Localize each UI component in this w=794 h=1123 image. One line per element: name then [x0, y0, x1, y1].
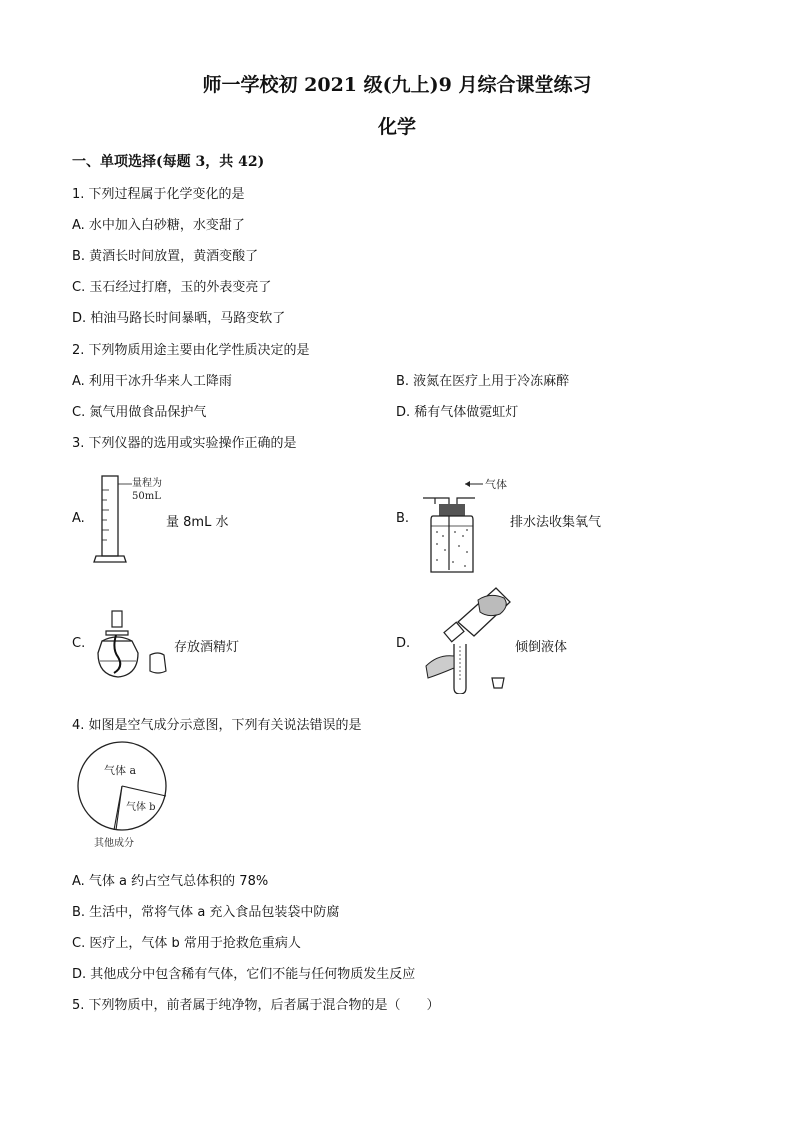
q3-stem: 3. 下列仪器的选用或实验操作正确的是: [72, 436, 297, 451]
q3-option-a-letter: A.: [72, 511, 85, 526]
air-composition-pie-figure: [66, 738, 186, 850]
q4-option-a: A. 气体 a 约占空气总体积的 78%: [72, 874, 269, 889]
pouring-liquid-figure: [418, 582, 518, 694]
other-components-label: 其他成分: [94, 838, 134, 849]
q2-option-c: C. 氮气用做食品保护气: [72, 405, 207, 420]
q4-stem: 4. 如图是空气成分示意图，下列有关说法错误的是: [72, 718, 362, 733]
cylinder-range-label: 量程为: [132, 478, 162, 489]
q1-stem: 1. 下列过程属于化学变化的是: [72, 187, 245, 202]
q2-option-d: D. 稀有气体做霓虹灯: [396, 405, 519, 420]
gas-bottle-figure: [415, 470, 515, 575]
q1-option-c: C. 玉石经过打磨，玉的外表变亮了: [72, 280, 272, 295]
gas-label: 气体: [485, 478, 507, 491]
q1-option-d: D. 柏油马路长时间暴晒，马路变软了: [72, 311, 286, 326]
q3-option-d-caption: 倾倒液体: [515, 640, 568, 655]
q3-option-b-letter: B.: [396, 511, 410, 526]
q4-option-d: D. 其他成分中包含稀有气体，它们不能与任何物质发生反应: [72, 967, 416, 982]
q4-option-b: B. 生活中，常将气体 a 充入食品包装袋中防腐: [72, 905, 340, 920]
q2-option-a: A. 利用干冰升华来人工降雨: [72, 374, 232, 389]
q3-option-c-letter: C.: [72, 636, 86, 651]
q1-option-a: A. 水中加入白砂糖，水变甜了: [72, 218, 245, 233]
q1-option-b: B. 黄酒长时间放置，黄酒变酸了: [72, 249, 259, 264]
gas-b-label: 气体 b: [126, 802, 156, 813]
q2-stem: 2. 下列物质用途主要由化学性质决定的是: [72, 343, 310, 358]
exam-title: 师一学校初 2021 级(九上)9 月综合课堂练习: [202, 74, 592, 96]
q3-option-b-caption: 排水法收集氧气: [510, 515, 602, 530]
section-heading: 一、单项选择(每题 3，共 42): [72, 154, 265, 170]
q3-option-c-caption: 存放酒精灯: [174, 640, 240, 655]
q2-option-b: B. 液氮在医疗上用于冷冻麻醉: [396, 374, 570, 389]
q3-option-a-caption: 量 8mL 水: [166, 515, 229, 530]
gas-a-label: 气体 a: [104, 764, 137, 777]
q3-option-d-letter: D.: [396, 636, 411, 651]
q5-stem: 5. 下列物质中，前者属于纯净物，后者属于混合物的是（ ）: [72, 998, 440, 1013]
q4-option-c: C. 医疗上，气体 b 常用于抢救危重病人: [72, 936, 301, 951]
subject-title: 化学: [377, 116, 416, 138]
alcohol-lamp-figure: [92, 605, 182, 685]
cylinder-volume-label: 50mL: [132, 491, 161, 502]
